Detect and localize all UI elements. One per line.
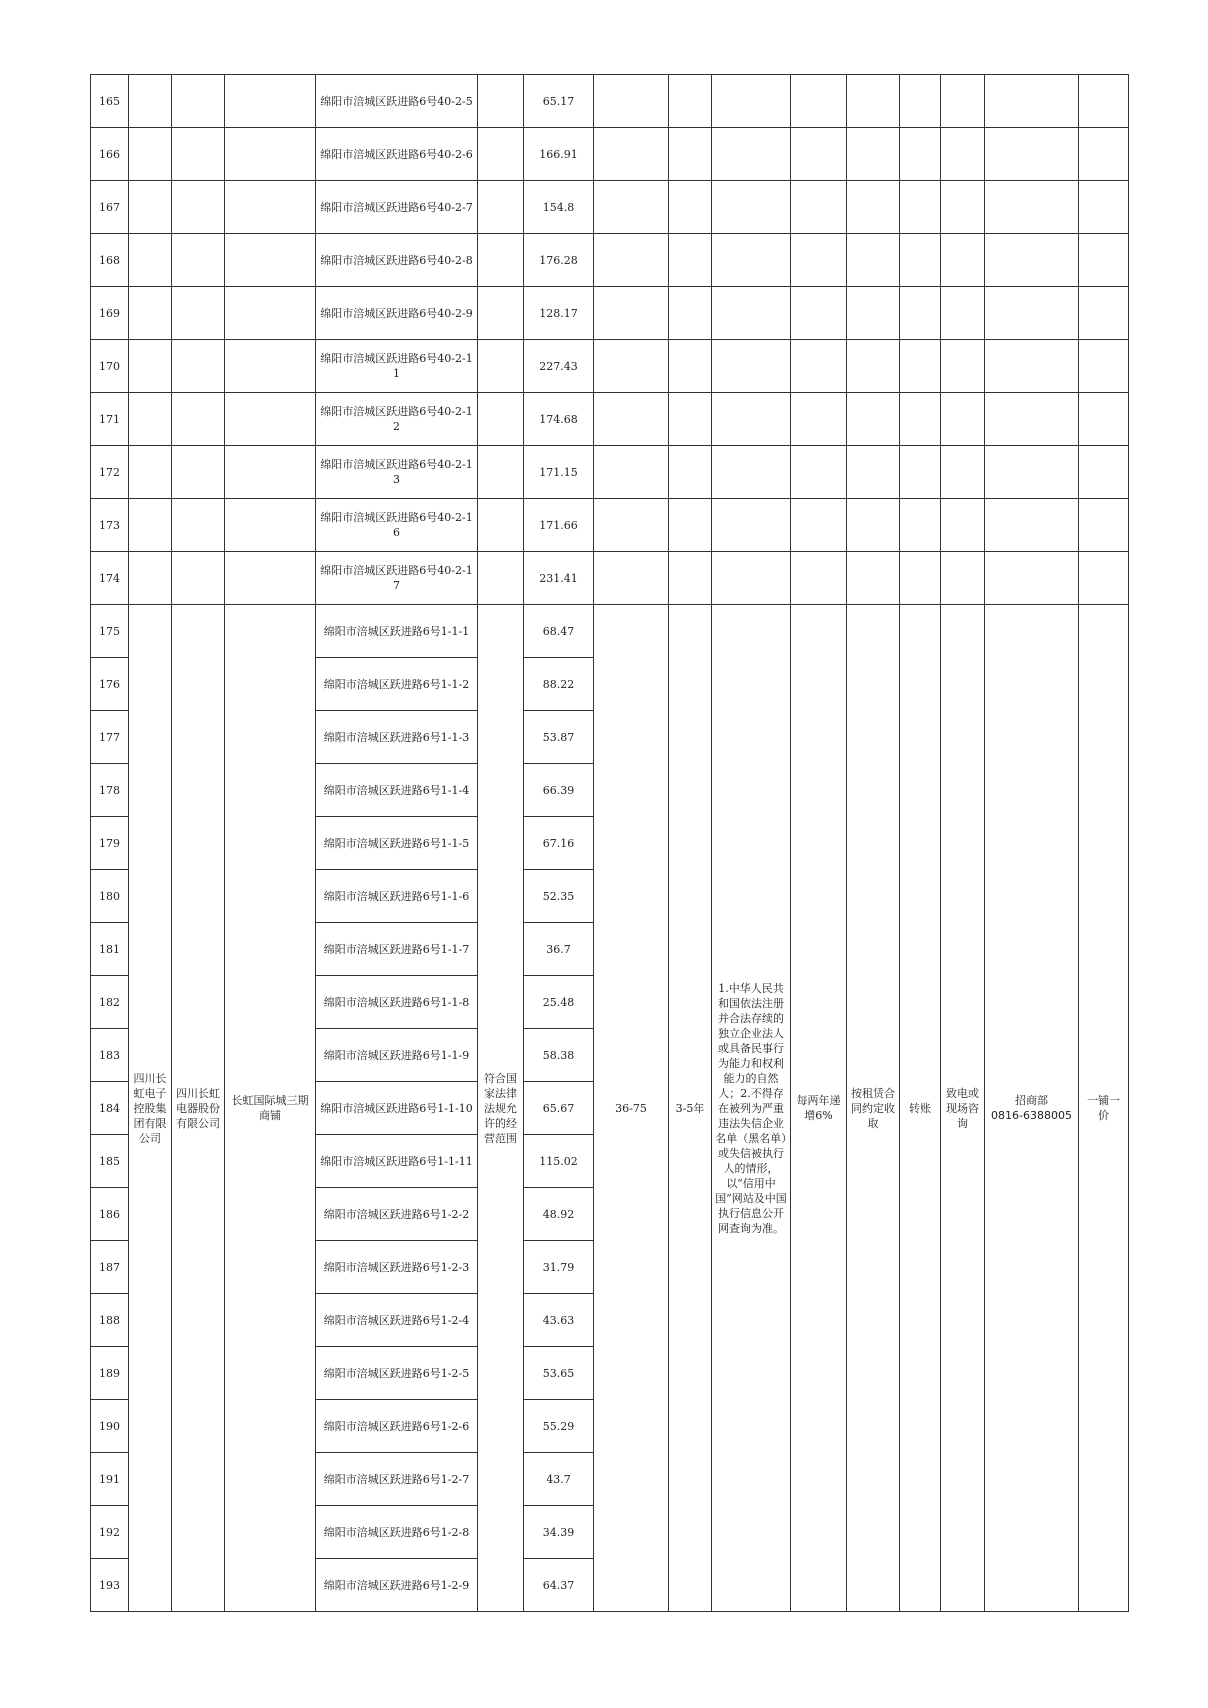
empty-cell — [1079, 181, 1129, 234]
table-row — [91, 128, 1129, 181]
empty-cell — [594, 499, 669, 552]
empty-cell — [941, 75, 985, 128]
project-cell — [225, 181, 316, 234]
area-cell: 128.17 — [524, 287, 594, 340]
address-cell: 绵阳市涪城区跃进路6号1-1-2 — [316, 658, 478, 711]
company-cell: 四川长虹电器股份有限公司 — [172, 605, 225, 1612]
address-cell: 绵阳市涪城区跃进路6号1-2-8 — [316, 1506, 478, 1559]
row-number: 193 — [91, 1559, 129, 1612]
owner-cell — [129, 287, 172, 340]
row-number: 189 — [91, 1347, 129, 1400]
row-number: 179 — [91, 817, 129, 870]
address-cell: 绵阳市涪城区跃进路6号1-2-9 — [316, 1559, 478, 1612]
empty-cell — [900, 499, 941, 552]
row-number: 165 — [91, 75, 129, 128]
empty-cell — [900, 234, 941, 287]
empty-cell — [941, 128, 985, 181]
area-cell: 166.91 — [524, 128, 594, 181]
empty-cell — [712, 75, 791, 128]
empty-cell — [1079, 499, 1129, 552]
row-number: 167 — [91, 181, 129, 234]
address-cell: 绵阳市涪城区跃进路6号1-2-7 — [316, 1453, 478, 1506]
row-number: 166 — [91, 128, 129, 181]
empty-cell — [985, 340, 1079, 393]
scope-cell — [478, 181, 524, 234]
area-cell: 67.16 — [524, 817, 594, 870]
address-cell: 绵阳市涪城区跃进路6号1-1-10 — [316, 1082, 478, 1135]
address-cell: 绵阳市涪城区跃进路6号1-1-7 — [316, 923, 478, 976]
company-cell — [172, 552, 225, 605]
company-cell — [172, 287, 225, 340]
empty-cell — [847, 340, 900, 393]
contact-cell — [985, 605, 1079, 1612]
project-cell: 长虹国际城三期商铺 — [225, 605, 316, 1612]
area-cell: 88.22 — [524, 658, 594, 711]
owner-cell — [129, 128, 172, 181]
area-cell: 65.17 — [524, 75, 594, 128]
empty-cell — [669, 75, 712, 128]
empty-cell — [1079, 234, 1129, 287]
empty-cell — [669, 340, 712, 393]
row-number: 187 — [91, 1241, 129, 1294]
address-cell: 绵阳市涪城区跃进路6号1-2-2 — [316, 1188, 478, 1241]
scope-cell — [478, 234, 524, 287]
empty-cell — [791, 181, 847, 234]
empty-cell — [847, 234, 900, 287]
area-cell: 43.63 — [524, 1294, 594, 1347]
empty-cell — [900, 75, 941, 128]
area-cell: 55.29 — [524, 1400, 594, 1453]
scope-cell — [478, 128, 524, 181]
empty-cell — [985, 393, 1079, 446]
row-number: 168 — [91, 234, 129, 287]
scope-cell — [478, 287, 524, 340]
address-cell: 绵阳市涪城区跃进路6号40-2-7 — [316, 181, 478, 234]
empty-cell — [985, 287, 1079, 340]
empty-cell — [1079, 287, 1129, 340]
listing-table — [90, 74, 1129, 1612]
empty-cell — [847, 181, 900, 234]
empty-cell — [594, 446, 669, 499]
empty-cell — [985, 446, 1079, 499]
empty-cell — [985, 234, 1079, 287]
project-cell — [225, 393, 316, 446]
row-number: 186 — [91, 1188, 129, 1241]
area-cell: 25.48 — [524, 976, 594, 1029]
address-cell: 绵阳市涪城区跃进路6号1-1-11 — [316, 1135, 478, 1188]
empty-cell — [712, 499, 791, 552]
empty-cell — [594, 393, 669, 446]
table-row — [91, 181, 1129, 234]
empty-cell — [1079, 393, 1129, 446]
company-cell — [172, 234, 225, 287]
contact-phone: 0816-6388005 — [991, 1109, 1072, 1122]
empty-cell — [669, 393, 712, 446]
row-number: 171 — [91, 393, 129, 446]
area-cell: 64.37 — [524, 1559, 594, 1612]
empty-cell — [941, 234, 985, 287]
row-number: 170 — [91, 340, 129, 393]
empty-cell — [712, 552, 791, 605]
empty-cell — [669, 181, 712, 234]
area-cell: 53.65 — [524, 1347, 594, 1400]
scope-cell — [478, 499, 524, 552]
address-cell: 绵阳市涪城区跃进路6号1-2-6 — [316, 1400, 478, 1453]
table-row — [91, 552, 1129, 605]
area-cell: 176.28 — [524, 234, 594, 287]
row-number: 173 — [91, 499, 129, 552]
empty-cell — [594, 340, 669, 393]
empty-cell — [669, 287, 712, 340]
address-cell: 绵阳市涪城区跃进路6号40-2-5 — [316, 75, 478, 128]
project-cell — [225, 446, 316, 499]
empty-cell — [791, 552, 847, 605]
address-cell: 绵阳市涪城区跃进路6号1-1-5 — [316, 817, 478, 870]
empty-cell — [1079, 340, 1129, 393]
table-row — [91, 446, 1129, 499]
empty-cell — [594, 234, 669, 287]
empty-cell — [847, 128, 900, 181]
empty-cell — [1079, 75, 1129, 128]
empty-cell — [1079, 446, 1129, 499]
requirements-cell: 1.中华人民共和国依法注册并合法存续的独立企业法人或具备民事行为能力和权利能力的自然人；2.不得存在被列为严重违法失信企业名单（黑名单）或失信被执行人的情形，以“信用中国”网站及中国执行信息公开网查询为准。 — [712, 605, 791, 1612]
empty-cell — [900, 287, 941, 340]
owner-cell — [129, 234, 172, 287]
project-cell — [225, 552, 316, 605]
address-cell: 绵阳市涪城区跃进路6号40-2-17 — [316, 552, 478, 605]
table-row — [91, 234, 1129, 287]
empty-cell — [941, 393, 985, 446]
company-cell — [172, 499, 225, 552]
row-number: 177 — [91, 711, 129, 764]
area-cell: 31.79 — [524, 1241, 594, 1294]
address-cell: 绵阳市涪城区跃进路6号40-2-6 — [316, 128, 478, 181]
table-row — [91, 499, 1129, 552]
project-cell — [225, 340, 316, 393]
empty-cell — [1079, 128, 1129, 181]
table-row — [91, 75, 1129, 128]
row-number: 192 — [91, 1506, 129, 1559]
row-number: 190 — [91, 1400, 129, 1453]
empty-cell — [791, 340, 847, 393]
empty-cell — [712, 287, 791, 340]
empty-cell — [900, 181, 941, 234]
address-cell: 绵阳市涪城区跃进路6号1-2-3 — [316, 1241, 478, 1294]
address-cell: 绵阳市涪城区跃进路6号40-2-13 — [316, 446, 478, 499]
address-cell: 绵阳市涪城区跃进路6号40-2-12 — [316, 393, 478, 446]
table-row — [91, 605, 1129, 658]
address-cell: 绵阳市涪城区跃进路6号40-2-8 — [316, 234, 478, 287]
empty-cell — [791, 234, 847, 287]
empty-cell — [941, 287, 985, 340]
table-row — [91, 287, 1129, 340]
row-number: 178 — [91, 764, 129, 817]
empty-cell — [712, 181, 791, 234]
table-row — [91, 393, 1129, 446]
empty-cell — [847, 287, 900, 340]
row-number: 169 — [91, 287, 129, 340]
project-cell — [225, 287, 316, 340]
company-cell — [172, 393, 225, 446]
empty-cell — [594, 552, 669, 605]
area-cell: 171.15 — [524, 446, 594, 499]
row-number: 191 — [91, 1453, 129, 1506]
scope-cell — [478, 446, 524, 499]
empty-cell — [791, 128, 847, 181]
lease-term-cell: 3-5年 — [669, 605, 712, 1612]
empty-cell — [985, 181, 1079, 234]
owner-cell: 四川长虹电子控股集团有限公司 — [129, 605, 172, 1612]
area-cell: 53.87 — [524, 711, 594, 764]
empty-cell — [594, 128, 669, 181]
empty-cell — [712, 446, 791, 499]
project-cell — [225, 128, 316, 181]
scope-cell — [478, 552, 524, 605]
area-cell: 115.02 — [524, 1135, 594, 1188]
empty-cell — [900, 393, 941, 446]
empty-cell — [847, 393, 900, 446]
empty-cell — [847, 552, 900, 605]
inquiry-cell: 致电或现场咨询 — [941, 605, 985, 1612]
empty-cell — [791, 446, 847, 499]
empty-cell — [941, 552, 985, 605]
area-cell: 48.92 — [524, 1188, 594, 1241]
area-cell: 68.47 — [524, 605, 594, 658]
empty-cell — [669, 552, 712, 605]
empty-cell — [712, 234, 791, 287]
area-cell: 58.38 — [524, 1029, 594, 1082]
empty-cell — [669, 234, 712, 287]
empty-cell — [847, 499, 900, 552]
empty-cell — [712, 128, 791, 181]
owner-cell — [129, 393, 172, 446]
owner-cell — [129, 446, 172, 499]
owner-cell — [129, 552, 172, 605]
row-number: 175 — [91, 605, 129, 658]
empty-cell — [847, 446, 900, 499]
increase-cell: 每两年递增6% — [791, 605, 847, 1612]
area-cell: 66.39 — [524, 764, 594, 817]
pricing-cell: 一铺一价 — [1079, 605, 1129, 1612]
empty-cell — [985, 499, 1079, 552]
address-cell: 绵阳市涪城区跃进路6号40-2-11 — [316, 340, 478, 393]
project-cell — [225, 234, 316, 287]
area-cell: 34.39 — [524, 1506, 594, 1559]
empty-cell — [985, 75, 1079, 128]
scope-cell: 符合国家法律法规允许的经营范围 — [478, 605, 524, 1612]
company-cell — [172, 128, 225, 181]
address-cell: 绵阳市涪城区跃进路6号1-2-5 — [316, 1347, 478, 1400]
address-cell: 绵阳市涪城区跃进路6号1-1-1 — [316, 605, 478, 658]
row-number: 182 — [91, 976, 129, 1029]
area-cell: 65.67 — [524, 1082, 594, 1135]
empty-cell — [941, 499, 985, 552]
empty-cell — [941, 340, 985, 393]
scope-cell — [478, 340, 524, 393]
empty-cell — [847, 75, 900, 128]
empty-cell — [791, 75, 847, 128]
empty-cell — [1079, 552, 1129, 605]
project-cell — [225, 499, 316, 552]
address-cell: 绵阳市涪城区跃进路6号1-1-3 — [316, 711, 478, 764]
address-cell: 绵阳市涪城区跃进路6号1-1-4 — [316, 764, 478, 817]
area-cell: 174.68 — [524, 393, 594, 446]
area-cell: 171.66 — [524, 499, 594, 552]
empty-cell — [669, 499, 712, 552]
address-cell: 绵阳市涪城区跃进路6号40-2-16 — [316, 499, 478, 552]
scope-cell — [478, 393, 524, 446]
row-number: 176 — [91, 658, 129, 711]
empty-cell — [985, 552, 1079, 605]
empty-cell — [985, 128, 1079, 181]
empty-cell — [669, 128, 712, 181]
empty-cell — [669, 446, 712, 499]
empty-cell — [900, 340, 941, 393]
empty-cell — [900, 552, 941, 605]
empty-cell — [791, 499, 847, 552]
area-cell: 43.7 — [524, 1453, 594, 1506]
company-cell — [172, 446, 225, 499]
address-cell: 绵阳市涪城区跃进路6号1-1-8 — [316, 976, 478, 1029]
area-cell: 227.43 — [524, 340, 594, 393]
rent-range-cell: 36-75 — [594, 605, 669, 1612]
address-cell: 绵阳市涪城区跃进路6号40-2-9 — [316, 287, 478, 340]
area-cell: 231.41 — [524, 552, 594, 605]
payment-cell: 按租赁合同约定收取 — [847, 605, 900, 1612]
area-cell: 154.8 — [524, 181, 594, 234]
owner-cell — [129, 75, 172, 128]
row-number: 180 — [91, 870, 129, 923]
empty-cell — [712, 393, 791, 446]
row-number: 188 — [91, 1294, 129, 1347]
empty-cell — [941, 181, 985, 234]
empty-cell — [712, 340, 791, 393]
row-number: 174 — [91, 552, 129, 605]
scope-cell — [478, 75, 524, 128]
empty-cell — [594, 287, 669, 340]
owner-cell — [129, 181, 172, 234]
empty-cell — [594, 181, 669, 234]
table-row — [91, 340, 1129, 393]
row-number: 172 — [91, 446, 129, 499]
area-cell: 36.7 — [524, 923, 594, 976]
row-number: 181 — [91, 923, 129, 976]
row-number: 184 — [91, 1082, 129, 1135]
company-cell — [172, 75, 225, 128]
project-cell — [225, 75, 316, 128]
empty-cell — [941, 446, 985, 499]
address-cell: 绵阳市涪城区跃进路6号1-1-9 — [316, 1029, 478, 1082]
empty-cell — [900, 128, 941, 181]
row-number: 183 — [91, 1029, 129, 1082]
contact-dept: 招商部 — [1015, 1094, 1048, 1107]
empty-cell — [900, 446, 941, 499]
address-cell: 绵阳市涪城区跃进路6号1-1-6 — [316, 870, 478, 923]
address-cell: 绵阳市涪城区跃进路6号1-2-4 — [316, 1294, 478, 1347]
payment-method-cell: 转账 — [900, 605, 941, 1612]
company-cell — [172, 340, 225, 393]
row-number: 185 — [91, 1135, 129, 1188]
empty-cell — [791, 287, 847, 340]
owner-cell — [129, 499, 172, 552]
empty-cell — [594, 75, 669, 128]
area-cell: 52.35 — [524, 870, 594, 923]
empty-cell — [791, 393, 847, 446]
owner-cell — [129, 340, 172, 393]
company-cell — [172, 181, 225, 234]
